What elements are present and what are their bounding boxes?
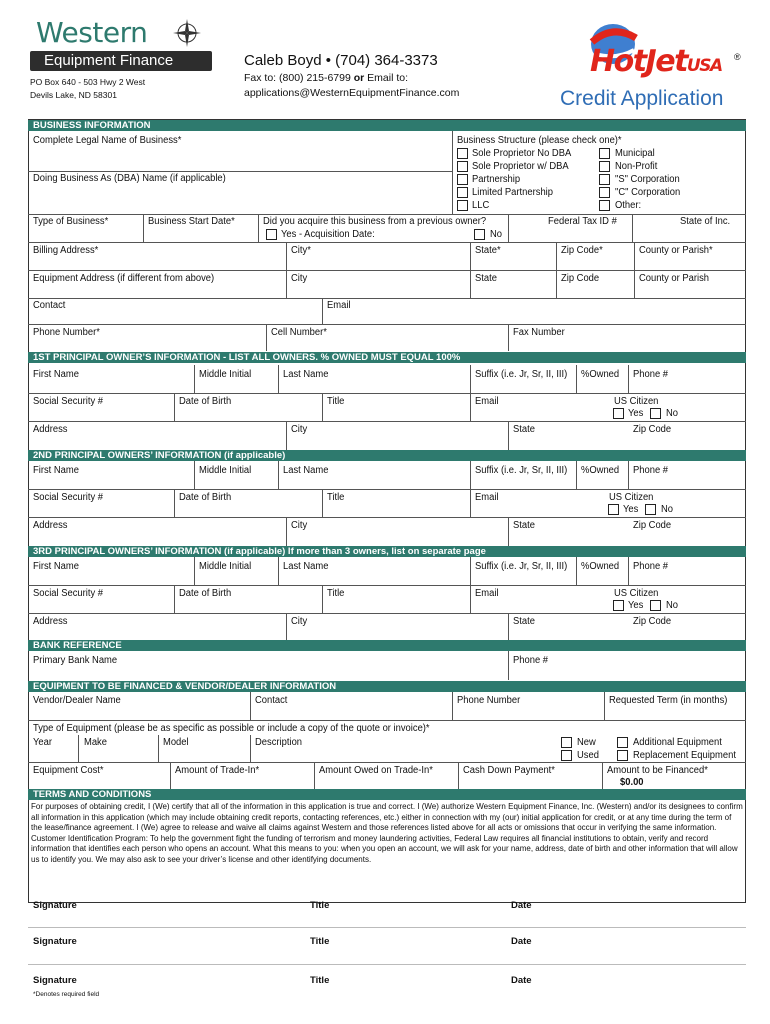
- owner-phone-label: Phone #: [633, 561, 669, 572]
- citizen-no-label: No: [666, 408, 679, 419]
- hotjet-usa: USA: [686, 56, 722, 76]
- cash-down-label: Cash Down Payment*: [463, 765, 555, 776]
- owner-zip-label: Zip Code: [633, 616, 672, 627]
- structure-checkbox[interactable]: [599, 200, 610, 211]
- owner-address-label: Address: [33, 616, 68, 627]
- fax-label: Fax Number: [513, 327, 565, 338]
- owner-last-name-label: Last Name: [283, 465, 329, 476]
- tax-id-label: Federal Tax ID #: [548, 216, 617, 227]
- vendor-phone-label: Phone Number: [457, 695, 521, 706]
- form-title: Credit Application: [560, 87, 724, 110]
- signature-title-label: Title: [310, 975, 330, 986]
- structure-option-label: Municipal: [615, 148, 655, 159]
- signature-date-label: Date: [511, 900, 532, 911]
- amount-financed-value: $0.00: [620, 777, 644, 788]
- company-logo: [30, 18, 212, 74]
- legal-name-input[interactable]: [33, 148, 448, 170]
- equipment-cost-label: Equipment Cost*: [33, 765, 104, 776]
- section-owner-1: 1ST PRINCIPAL OWNER’S INFORMATION - LIST ALL OWNERS. % OWNED MUST EQUAL 100%: [28, 352, 746, 363]
- owner-title-label: Title: [327, 396, 345, 407]
- billing-zip-label: Zip Code*: [561, 245, 603, 256]
- equipment-state-label: State: [475, 273, 497, 284]
- owner-ssn-label: Social Security #: [33, 588, 104, 599]
- citizen-yes-label: Yes: [623, 504, 639, 515]
- structure-option-label: Sole Proprietor w/ DBA: [472, 161, 569, 172]
- equipment-new-checkbox[interactable]: [561, 737, 572, 748]
- logo-tagline: Equipment Finance: [44, 52, 174, 69]
- structure-option-label: "C" Corporation: [615, 187, 681, 198]
- hotjet-text: HotJet: [590, 44, 687, 79]
- year-label: Year: [33, 737, 53, 748]
- owner-middle-label: Middle Initial: [199, 561, 252, 572]
- equipment-new-label: New: [577, 737, 596, 748]
- structure-option-label: Other:: [615, 200, 642, 211]
- structure-option-label: "S" Corporation: [615, 174, 680, 185]
- section-equipment: EQUIPMENT TO BE FINANCED & VENDOR/DEALER INFORMATION: [28, 681, 746, 692]
- citizen-yes-checkbox[interactable]: [613, 600, 624, 611]
- owner-owned-label: %Owned: [581, 465, 620, 476]
- terms-text: For purposes of obtaining credit, I (We) certify that all of the information in this application is true and correct. I (We) authorize Western Equipment Finance, Inc. (Western) and/or its designees to confirm all information in this application (which may include obtaining credit reports, contacting references, etc.) either in connection with my (our) initial application for credit, or at any time during the term of the lease/finance agreement. I (We) agree to release and waive all claims against Western and those references listed above for all acts or omissions that occur in verifying the same information. Customer Identification Program: To help the government fight the funding of terrorism and money laundering activities, Federal Law requires all financial institutions to obtain, verify and record information that identifies each person who opens an account. What this means to you: when you open an account, we will ask for your name, address, date of birth and other information that will allow us to identify you. We may also ask to see your driver’s license and other identifying documents.: [31, 802, 743, 864]
- business-type-label: Type of Business*: [33, 216, 109, 227]
- structure-checkbox[interactable]: [457, 148, 468, 159]
- replacement-equipment-label: Replacement Equipment: [633, 750, 736, 761]
- owner-email-label: Email: [475, 396, 499, 407]
- owner-us-citizen-label: US Citizen: [614, 588, 659, 599]
- citizen-yes-label: Yes: [628, 408, 644, 419]
- owner-dob-label: Date of Birth: [179, 588, 232, 599]
- owed-trade-in-label: Amount Owed on Trade-In*: [319, 765, 433, 776]
- owner-us-citizen-label: US Citizen: [614, 396, 659, 407]
- equipment-address-label: Equipment Address (if different from above): [33, 273, 215, 284]
- owner-phone-label: Phone #: [633, 465, 669, 476]
- structure-option-label: Limited Partnership: [472, 187, 553, 198]
- section-owner-2: 2ND PRINCIPAL OWNERS’ INFORMATION (if applicable): [28, 450, 746, 461]
- make-label: Make: [84, 737, 107, 748]
- signature-title-label: Title: [310, 936, 330, 947]
- primary-bank-label: Primary Bank Name: [33, 655, 118, 666]
- requested-term-label: Requested Term (in months): [609, 695, 728, 706]
- signature-label: Signature: [33, 900, 77, 911]
- owner-owned-label: %Owned: [581, 561, 620, 572]
- required-footnote: *Denotes required field: [33, 991, 100, 998]
- equipment-used-label: Used: [577, 750, 599, 761]
- applications-email[interactable]: applications@WesternEquipmentFinance.com: [244, 87, 460, 99]
- structure-checkbox[interactable]: [457, 174, 468, 185]
- amount-financed-label: Amount to be Financed*: [607, 765, 708, 776]
- equipment-type-label: Type of Equipment (please be as specific as possible or include a copy of the quote or invoice)*: [33, 723, 430, 734]
- signature-date-label: Date: [511, 975, 532, 986]
- vendor-label: Vendor/Dealer Name: [33, 695, 121, 706]
- dba-label: Doing Business As (DBA) Name (if applicable): [33, 173, 226, 184]
- owner-email-label: Email: [475, 588, 499, 599]
- owner-city-label: City: [291, 424, 308, 435]
- owner-email-label: Email: [475, 492, 499, 503]
- structure-option-label: Partnership: [472, 174, 521, 185]
- owner-suffix-label: Suffix (i.e. Jr, Sr, II, III): [475, 561, 568, 572]
- owner-dob-label: Date of Birth: [179, 492, 232, 503]
- contact-label: Contact: [33, 300, 66, 311]
- citizen-yes-checkbox[interactable]: [608, 504, 619, 515]
- structure-option-label: LLC: [472, 200, 490, 211]
- owner-phone-label: Phone #: [633, 369, 669, 380]
- structure-checkbox[interactable]: [457, 161, 468, 172]
- additional-equipment-label: Additional Equipment: [633, 737, 722, 748]
- acquired-no-checkbox[interactable]: [474, 229, 485, 240]
- bank-phone-label: Phone #: [513, 655, 549, 666]
- owner-suffix-label: Suffix (i.e. Jr, Sr, II, III): [475, 465, 568, 476]
- owner-us-citizen-label: US Citizen: [609, 492, 654, 503]
- acquired-yes-checkbox[interactable]: [266, 229, 277, 240]
- owner-state-label: State: [513, 520, 535, 531]
- structure-checkbox[interactable]: [457, 187, 468, 198]
- owner-middle-label: Middle Initial: [199, 465, 252, 476]
- signature-label: Signature: [33, 975, 77, 986]
- hotjet-wordmark: [590, 46, 722, 82]
- equipment-city-label: City: [291, 273, 308, 284]
- structure-checkbox[interactable]: [599, 174, 610, 185]
- replacement-equipment-checkbox[interactable]: [617, 750, 628, 761]
- citizen-no-label: No: [666, 600, 679, 611]
- hotjet-logo: [578, 20, 744, 86]
- compass-icon: [172, 18, 202, 48]
- structure-option-label: Sole Proprietor No DBA: [472, 148, 572, 159]
- section-owner-3: 3RD PRINCIPAL OWNERS’ INFORMATION (if applicable) If more than 3 owners, list on separate page: [28, 546, 746, 557]
- owner-ssn-label: Social Security #: [33, 492, 104, 503]
- equipment-county-label: County or Parish: [639, 273, 710, 284]
- owner-first-name-label: First Name: [33, 369, 79, 380]
- email-to-label: Email to:: [364, 72, 408, 84]
- structure-checkbox[interactable]: [599, 161, 610, 172]
- structure-checkbox[interactable]: [599, 187, 610, 198]
- company-address-line2: Devils Lake, ND 58301: [30, 90, 117, 100]
- owner-state-label: State: [513, 424, 535, 435]
- structure-checkbox[interactable]: [457, 200, 468, 211]
- owner-dob-label: Date of Birth: [179, 396, 232, 407]
- citizen-yes-label: Yes: [628, 600, 644, 611]
- owner-address-label: Address: [33, 424, 68, 435]
- owner-title-label: Title: [327, 492, 345, 503]
- business-email-label: Email: [327, 300, 351, 311]
- owner-ssn-label: Social Security #: [33, 396, 104, 407]
- citizen-no-label: No: [661, 504, 674, 515]
- vendor-contact-label: Contact: [255, 695, 288, 706]
- owner-address-label: Address: [33, 520, 68, 531]
- owner-zip-label: Zip Code: [633, 424, 672, 435]
- owner-title-label: Title: [327, 588, 345, 599]
- dba-input[interactable]: [33, 186, 448, 212]
- section-bank: BANK REFERENCE: [28, 640, 746, 651]
- model-label: Model: [163, 737, 189, 748]
- fax-number: Fax to: (800) 215-6799: [244, 72, 354, 84]
- owner-first-name-label: First Name: [33, 561, 79, 572]
- phone-label: Phone Number*: [33, 327, 100, 338]
- structure-label: Business Structure (please check one)*: [457, 135, 622, 146]
- additional-equipment-checkbox[interactable]: [617, 737, 628, 748]
- citizen-no-checkbox[interactable]: [650, 408, 661, 419]
- billing-address-label: Billing Address*: [33, 245, 99, 256]
- owner-owned-label: %Owned: [581, 369, 620, 380]
- billing-city-label: City*: [291, 245, 311, 256]
- owner-first-name-label: First Name: [33, 465, 79, 476]
- owner-city-label: City: [291, 520, 308, 531]
- citizen-no-checkbox[interactable]: [650, 600, 661, 611]
- billing-state-label: State*: [475, 245, 501, 256]
- fax-or: or: [353, 72, 365, 84]
- equipment-used-checkbox[interactable]: [561, 750, 572, 761]
- equipment-zip-label: Zip Code: [561, 273, 600, 284]
- acquired-no-label: No: [490, 229, 503, 240]
- owner-zip-label: Zip Code: [633, 520, 672, 531]
- owner-city-label: City: [291, 616, 308, 627]
- acquire-question: Did you acquire this business from a previous owner?: [263, 216, 487, 227]
- registered-mark: ®: [734, 52, 741, 62]
- structure-checkbox[interactable]: [599, 148, 610, 159]
- state-inc-label: State of Inc.: [680, 216, 731, 227]
- legal-name-label: Complete Legal Name of Business*: [33, 135, 182, 146]
- logo-wordmark: Western: [36, 16, 148, 49]
- company-address-line1: PO Box 640 - 503 Hwy 2 West: [30, 77, 146, 87]
- start-date-label: Business Start Date*: [148, 216, 235, 227]
- cell-label: Cell Number*: [271, 327, 327, 338]
- contact-name-phone: Caleb Boyd • (704) 364-3373: [244, 52, 438, 69]
- signature-date-label: Date: [511, 936, 532, 947]
- acquired-yes-label: Yes - Acquisition Date:: [281, 229, 375, 240]
- citizen-no-checkbox[interactable]: [645, 504, 656, 515]
- description-label: Description: [255, 737, 303, 748]
- owner-suffix-label: Suffix (i.e. Jr, Sr, II, III): [475, 369, 568, 380]
- signature-label: Signature: [33, 936, 77, 947]
- owner-last-name-label: Last Name: [283, 561, 329, 572]
- structure-option-label: Non-Profit: [615, 161, 658, 172]
- section-business: BUSINESS INFORMATION: [28, 120, 746, 131]
- owner-state-label: State: [513, 616, 535, 627]
- owner-middle-label: Middle Initial: [199, 369, 252, 380]
- signature-title-label: Title: [310, 900, 330, 911]
- citizen-yes-checkbox[interactable]: [613, 408, 624, 419]
- fax-email-line: [244, 72, 408, 85]
- billing-county-label: County or Parish*: [639, 245, 713, 256]
- trade-in-label: Amount of Trade-In*: [175, 765, 260, 776]
- section-terms: TERMS AND CONDITIONS: [28, 789, 746, 800]
- owner-last-name-label: Last Name: [283, 369, 329, 380]
